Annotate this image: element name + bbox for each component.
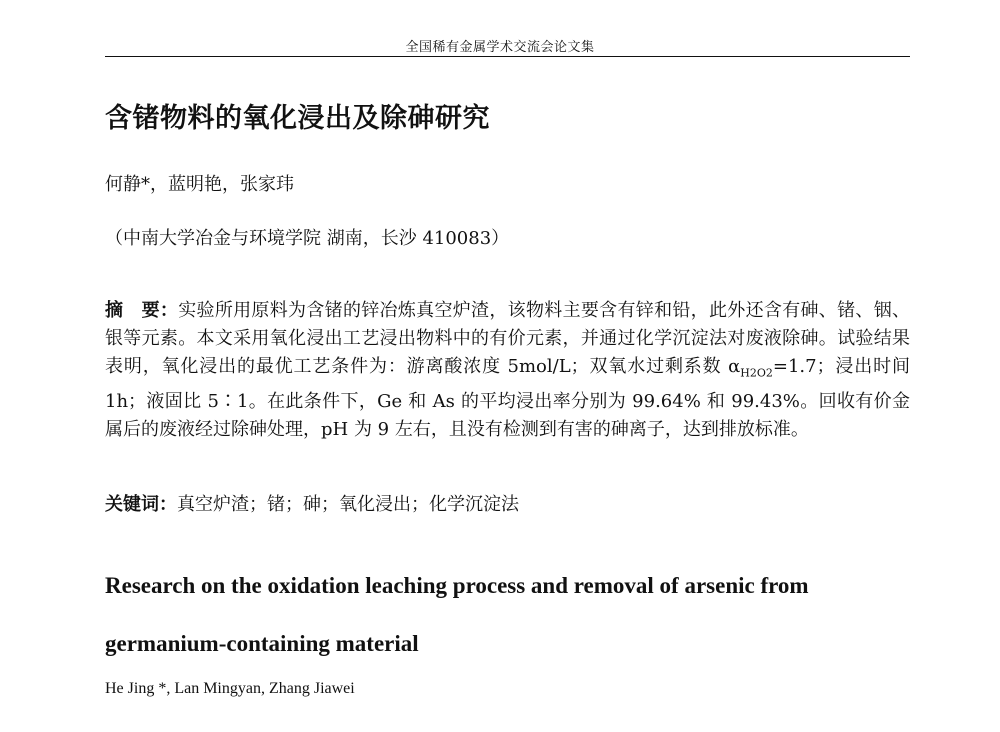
paper-title-cn: 含锗物料的氧化浸出及除砷研究: [105, 103, 490, 134]
running-header: 全国稀有金属学术交流会论文集: [405, 40, 595, 55]
keywords: [105, 490, 519, 516]
abstract-subscript: H2O2: [740, 366, 773, 380]
abstract: [105, 297, 910, 444]
keywords-label: 关键词：: [105, 494, 177, 515]
abstract-text-part2: =1.7；浸出时间 1h；液固比 5∶1。在此条件下，Ge 和 As 的平均浸出率分别为 99.64% 和 99.43%。回收有价金属后的废液经过除砷处理，pH 为 9 左右，且没有检测到有害的砷离子，达到排放标准。: [105, 356, 910, 440]
abstract-text-part1: 实验所用原料为含锗的锌冶炼真空炉渣，该物料主要含有锌和铅，此外还含有砷、锗、铟、银等元素。本文采用氧化浸出工艺浸出物料中的有价元素，并通过化学沉淀法对废液除砷。试验结果表明，氧化浸出的最优工艺条件为：游离酸浓度 5mol/L；双氧水过剩系数 α: [105, 300, 911, 377]
affiliation-cn: （中南大学冶金与环境学院 湖南，长沙 410083）: [105, 228, 510, 249]
keywords-text: 真空炉渣；锗；砷；氧化浸出；化学沉淀法: [177, 494, 519, 515]
paper-title-en: [105, 557, 910, 673]
abstract-label: 摘 要：: [105, 300, 179, 321]
paper-title-en-line2: germanium-containing material: [105, 631, 419, 656]
header-rule: [105, 56, 910, 57]
paper-title-en-line1: Research on the oxidation leaching process and removal of arsenic from: [105, 573, 809, 598]
authors-cn: 何静*，蓝明艳，张家玮: [105, 174, 294, 195]
authors-en: He Jing *, Lan Mingyan, Zhang Jiawei: [105, 680, 355, 697]
